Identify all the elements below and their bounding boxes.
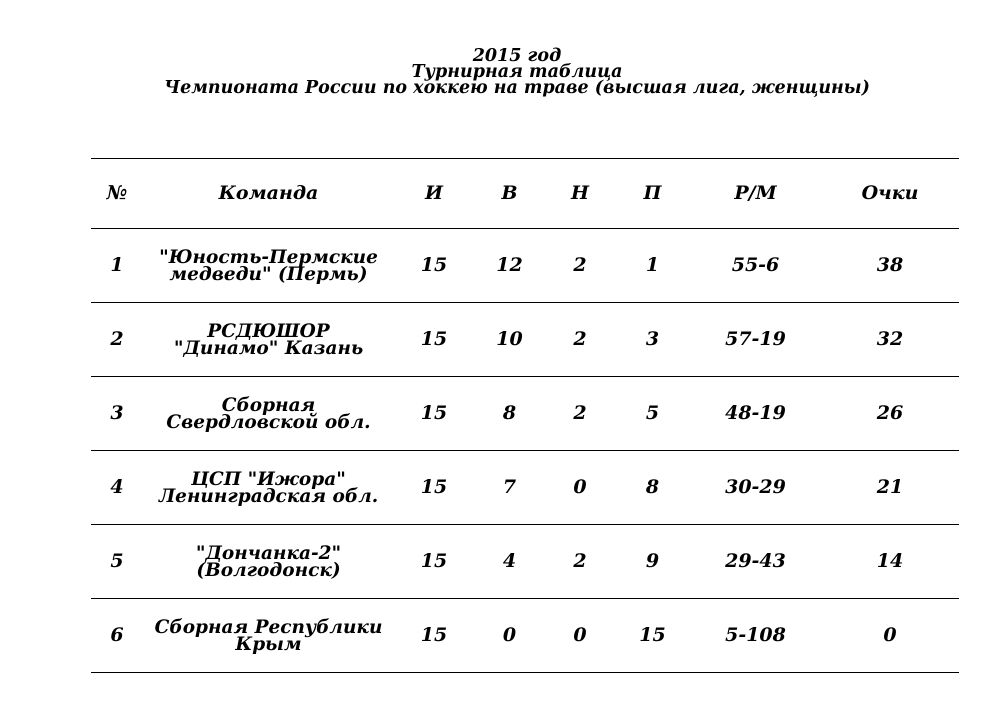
title-subtitle: Турнирная таблица: [411, 62, 623, 82]
cell-wins: 0: [474, 599, 545, 673]
cell-points: 32: [821, 303, 959, 377]
cell-team: [143, 303, 394, 377]
cell-draws: 2: [545, 525, 615, 599]
cell-num: 2: [91, 303, 143, 377]
cell-draws: 2: [545, 229, 615, 303]
cell-games: 15: [394, 451, 474, 525]
cell-points: 14: [821, 525, 959, 599]
team-name-line: "Динамо" Казань: [173, 337, 364, 359]
header-team: Команда: [143, 159, 394, 229]
cell-goals: 30-29: [690, 451, 821, 525]
cell-losses: 8: [615, 451, 690, 525]
cell-team: [143, 525, 394, 599]
team-name-line: медведи" (Пермь): [169, 263, 368, 285]
header-wins: В: [474, 159, 545, 229]
header-num: №: [91, 159, 143, 229]
cell-points: 21: [821, 451, 959, 525]
cell-goals: 55-6: [690, 229, 821, 303]
cell-losses: 5: [615, 377, 690, 451]
cell-games: 15: [394, 377, 474, 451]
team-name-line: Крым: [235, 633, 302, 655]
table-row: [91, 377, 959, 451]
table-row: [91, 525, 959, 599]
team-name-line: Ленинградская обл.: [158, 485, 379, 507]
cell-wins: 7: [474, 451, 545, 525]
header-losses: П: [615, 159, 690, 229]
standings-table: [91, 158, 959, 673]
cell-games: 15: [394, 525, 474, 599]
cell-goals: 29-43: [690, 525, 821, 599]
header-draws: Н: [545, 159, 615, 229]
table-row: [91, 303, 959, 377]
cell-wins: 12: [474, 229, 545, 303]
cell-num: 1: [91, 229, 143, 303]
cell-wins: 10: [474, 303, 545, 377]
cell-wins: 8: [474, 377, 545, 451]
table-row: [91, 451, 959, 525]
cell-team: [143, 229, 394, 303]
cell-num: 6: [91, 599, 143, 673]
team-name-line: (Волгодонск): [196, 559, 341, 581]
team-name-line: ЦСП "Ижора": [191, 468, 346, 490]
title-year: 2015 год: [472, 46, 562, 66]
cell-games: 15: [394, 229, 474, 303]
cell-num: 3: [91, 377, 143, 451]
cell-team: [143, 599, 394, 673]
team-name-line: Сборная: [221, 394, 316, 416]
cell-draws: 0: [545, 599, 615, 673]
table-title: [0, 48, 995, 96]
cell-losses: 9: [615, 525, 690, 599]
cell-points: 0: [821, 599, 959, 673]
cell-team: [143, 451, 394, 525]
team-name-line: Свердловской обл.: [166, 411, 371, 433]
cell-games: 15: [394, 303, 474, 377]
header-row: [91, 159, 959, 229]
team-name-line: "Дончанка-2": [195, 542, 342, 564]
header-points: Очки: [821, 159, 959, 229]
cell-wins: 4: [474, 525, 545, 599]
cell-team: [143, 377, 394, 451]
cell-draws: 0: [545, 451, 615, 525]
cell-losses: 3: [615, 303, 690, 377]
cell-losses: 15: [615, 599, 690, 673]
team-name-line: Сборная Республики: [154, 616, 383, 638]
cell-draws: 2: [545, 377, 615, 451]
cell-draws: 2: [545, 303, 615, 377]
table-row: [91, 599, 959, 673]
cell-goals: 57-19: [690, 303, 821, 377]
header-goals: Р/М: [690, 159, 821, 229]
cell-points: 38: [821, 229, 959, 303]
team-name-line: РСДЮШОР: [207, 320, 330, 342]
header-games: И: [394, 159, 474, 229]
table-row: [91, 229, 959, 303]
team-name-line: "Юность-Пермские: [159, 246, 378, 268]
cell-games: 15: [394, 599, 474, 673]
title-competition: Чемпионата России по хоккею на траве (высшая лига, женщины): [164, 78, 870, 98]
cell-points: 26: [821, 377, 959, 451]
cell-goals: 48-19: [690, 377, 821, 451]
cell-num: 4: [91, 451, 143, 525]
cell-losses: 1: [615, 229, 690, 303]
cell-num: 5: [91, 525, 143, 599]
cell-goals: 5-108: [690, 599, 821, 673]
